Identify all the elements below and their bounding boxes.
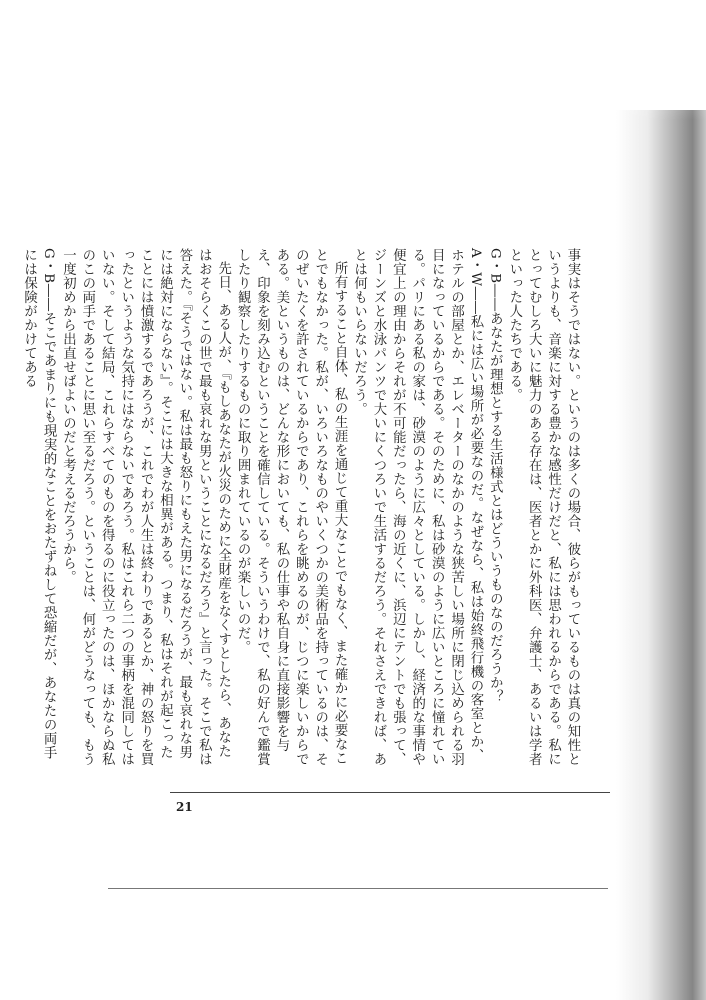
paragraph-answer-space: A・W――私には広い場所が必要なのだ。なぜなら、私は始終飛行機の客室とか、ホテルの部屋とか、エレベーターのなかのような狭苦しい場所に閉じ込められる羽目になっているからである。そのために、私は砂漠のように広いところに憧れている。パリにある私の家は、砂漠のように広々としている。しかし、経済的な事情や便宜上の理由からそれが不可能だったら、海の近くに、浜辺にテントでも張って、ジーンズと水泳パンツで大いにくつろいで生活するだろう。それさえできれば、あとは何もいらないだろう。 xyxy=(351,248,483,766)
binding-shadow xyxy=(616,110,706,1000)
scan-edge-line xyxy=(108,888,608,889)
paragraph-continuation: 事実はそうではない。というのは多くの場合、彼らがもっているものは真の知性というよりも、音楽に対する豊かな感性だけだと、私には思われるからである。私にとってむしろ大いに魅力のある存在は、医者とかに外科医、弁護士、あるいは学者といった人たちである。 xyxy=(506,248,580,766)
paragraph-question-insurance: G・B――そこであまりにも現実的なことをおたずねして恐縮だが、あなたの両手には保険がかけてある xyxy=(21,248,57,760)
paragraph-question-lifestyle: G・B――あなたが理想とする生活様式とはどういうものなのだろうか？ xyxy=(487,248,503,704)
page-number: 21 xyxy=(176,800,193,814)
paragraph-fire-anecdote: 先日、ある人が、『もしあなたが火災のために全財産をなくすとしたら、あなたはおそらくこの世で最も哀れな男ということになるだろう』と言った。そこで私は答えた。『そうではない。私は最も怒りにもえた男になるだろうが、最も哀れな男には絶対にならない』。そこには大きな相異がある。つまり、私はそれが起こったことには憤激するであろうが、これでわが人生は終わりであるとか、神の怒りを買ったというような気持にはならないであろう。私はこれら二つの事柄を混同してはいない。そして結局、これらすべてのものを得るのに役立ったのは、ほかならぬ私のこの両手であることに思い至るだろう。ということは、何がどうなっても、もう一度初めから出直せばよいのだと考えるだろうから。 xyxy=(60,248,231,766)
footer-rule xyxy=(170,792,610,793)
vertical-text-body xyxy=(21,248,582,770)
paragraph-possession: 所有すること自体、私の生涯を通じて重大なことでもなく、また確かに必要なことでもなかった。私が、いろいろなものやいくつかの美術品を持っているのは、そのぜいたくを許されているからであり、これらを眺めるのが、じつに楽しいからである。美というものは、どんな形においても、私の仕事や私自身に直接影響を与え、印象を刻み込むということを確信している。そういうわけで、私の好んで鑑賞したり観察したりするものに取り囲まれているのが楽しいのだ。 xyxy=(235,248,348,766)
binding-shadow-fade xyxy=(626,0,706,120)
